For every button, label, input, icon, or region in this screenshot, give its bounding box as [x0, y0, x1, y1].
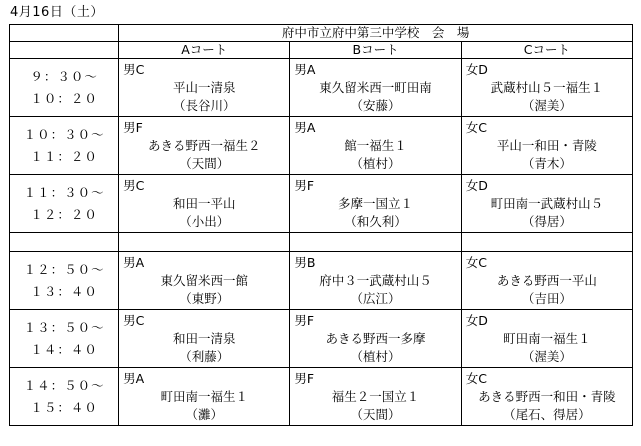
slot-row — [10, 175, 633, 233]
referee-label: （渥美） — [521, 98, 572, 113]
venue-name: 府中市立府中第三中学校 会 場 — [119, 25, 633, 42]
match-label: 福生２一国立１ — [331, 389, 420, 404]
game-cell — [461, 59, 632, 117]
referee-label: （長谷川） — [173, 98, 236, 113]
time-start: １３：５０～ — [23, 319, 105, 335]
division-label: 男C — [123, 178, 145, 193]
game-cell — [290, 368, 461, 426]
slot-row — [10, 368, 633, 426]
game-cell — [461, 252, 632, 310]
game-cell — [290, 310, 461, 368]
division-label: 男A — [294, 62, 316, 77]
game-cell — [461, 310, 632, 368]
time-end: １４：４０ — [30, 341, 98, 357]
game-cell — [119, 175, 290, 233]
match-label: 東久留米西一町田南 — [319, 80, 432, 95]
match-label: 町田南一福生１ — [503, 331, 591, 346]
time-cell — [10, 59, 119, 117]
court-header-c: Cコート — [461, 42, 632, 59]
division-label: 女D — [465, 178, 488, 193]
division-label: 男F — [294, 178, 315, 193]
division-label: 男A — [123, 371, 145, 386]
time-start: １１：３０～ — [23, 184, 105, 200]
match-schedule-table — [9, 24, 633, 426]
break-cell — [119, 233, 290, 252]
match-label: 武蔵村山５一福生１ — [490, 80, 604, 95]
division-label: 男A — [294, 120, 316, 135]
division-label: 女C — [465, 255, 487, 270]
division-label: 男F — [294, 371, 315, 386]
time-start: １０：３０～ — [23, 126, 105, 142]
match-label: 館一福生１ — [344, 138, 407, 153]
referee-label: （植村） — [350, 349, 401, 364]
match-label: あきる野西一和田・青陵 — [478, 389, 616, 404]
game-cell — [461, 117, 632, 175]
division-label: 男F — [123, 120, 143, 135]
referee-label: （吉田） — [521, 291, 572, 306]
referee-label: （青木） — [521, 156, 572, 171]
time-start: １４：５０～ — [23, 377, 105, 393]
game-cell — [461, 368, 632, 426]
time-end: １５：４０ — [30, 399, 98, 415]
division-label: 女C — [465, 120, 487, 135]
division-label: 男C — [123, 62, 145, 77]
court-header-row — [10, 42, 633, 59]
referee-label: （和久利） — [344, 214, 407, 229]
game-cell — [461, 175, 632, 233]
referee-label: （天間） — [350, 407, 401, 422]
court-header-a: Aコート — [119, 42, 290, 59]
game-cell — [119, 59, 290, 117]
schedule-date: 4月16日（土） — [10, 5, 104, 20]
break-cell — [290, 233, 461, 252]
break-cell — [461, 233, 632, 252]
game-cell — [290, 59, 461, 117]
match-label: 町田南一武蔵村山５ — [490, 196, 604, 211]
referee-label: （尾石、得居） — [503, 407, 591, 422]
match-label: 和田一平山 — [173, 196, 236, 211]
division-label: 男A — [123, 255, 145, 270]
match-label: 東久留米西一館 — [160, 273, 249, 288]
match-label: あきる野西一福生２ — [148, 138, 261, 153]
court-header-b: Bコート — [290, 42, 461, 59]
time-end: １２：２０ — [30, 206, 98, 222]
referee-label: （天間） — [179, 156, 230, 171]
game-cell — [290, 252, 461, 310]
division-label: 男F — [294, 313, 315, 328]
game-cell — [119, 310, 290, 368]
match-label: 平山一清泉 — [173, 80, 236, 95]
match-label: あきる野西一平山 — [496, 273, 597, 288]
referee-label: （利藤） — [179, 349, 230, 364]
slot-row — [10, 252, 633, 310]
venue-row — [10, 25, 633, 42]
match-label: 多摩一国立１ — [338, 196, 414, 211]
time-cell — [10, 310, 119, 368]
division-label: 女D — [465, 313, 488, 328]
corner-cell — [10, 25, 119, 42]
time-start: ９：３０～ — [30, 68, 98, 84]
slot-row — [10, 310, 633, 368]
time-cell — [10, 368, 119, 426]
division-label: 男C — [123, 313, 145, 328]
referee-label: （灘） — [185, 407, 224, 422]
time-end: １１：２０ — [30, 148, 98, 164]
match-label: あきる野西一多摩 — [325, 331, 426, 346]
game-cell — [290, 175, 461, 233]
referee-label: （植村） — [350, 156, 401, 171]
division-label: 女C — [465, 371, 487, 386]
time-end: １０：２０ — [30, 90, 98, 106]
referee-label: （安藤） — [350, 98, 401, 113]
break-row — [10, 233, 633, 252]
corner-cell — [10, 42, 119, 59]
game-cell — [290, 117, 461, 175]
referee-label: （小出） — [179, 214, 230, 229]
match-label: 府中３一武蔵村山５ — [319, 273, 432, 288]
time-end: １３：４０ — [30, 283, 98, 299]
referee-label: （東野） — [179, 291, 230, 306]
time-start: １２：５０～ — [23, 261, 105, 277]
division-label: 男B — [294, 255, 316, 270]
time-cell — [10, 117, 119, 175]
time-cell — [10, 175, 119, 233]
slot-row — [10, 59, 633, 117]
game-cell — [119, 117, 290, 175]
break-cell — [10, 233, 119, 252]
game-cell — [119, 368, 290, 426]
division-label: 女D — [465, 62, 488, 77]
match-label: 町田南一福生１ — [160, 389, 249, 404]
game-cell — [119, 252, 290, 310]
match-label: 平山一和田・青陵 — [496, 138, 597, 153]
referee-label: （得居） — [521, 214, 572, 229]
match-label: 和田一清泉 — [173, 331, 236, 346]
referee-label: （広江） — [350, 291, 401, 306]
referee-label: （渥美） — [521, 349, 572, 364]
time-cell — [10, 252, 119, 310]
slot-row — [10, 117, 633, 175]
